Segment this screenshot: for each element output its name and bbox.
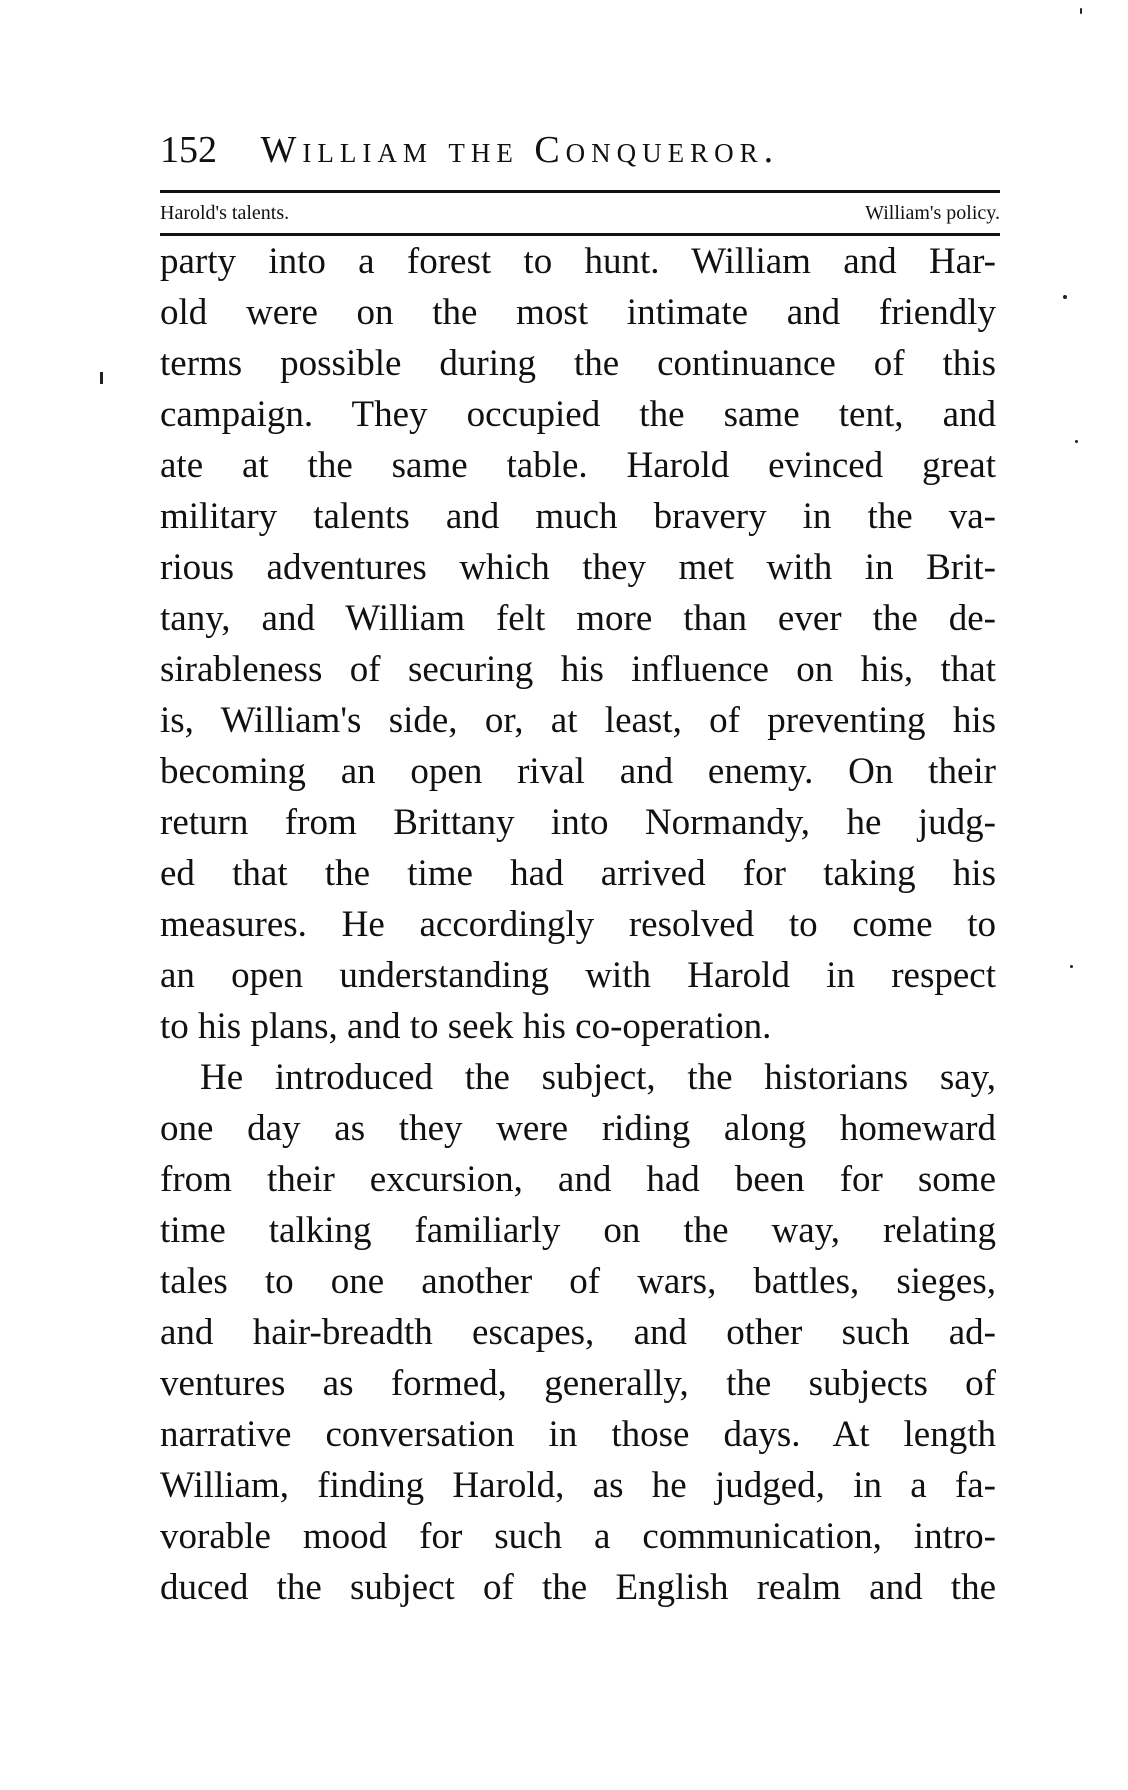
text-line: rious adventures which they met with in Brit- — [160, 547, 996, 588]
text-line: narrative conversation in those days. At length — [160, 1414, 996, 1455]
text-line: tales to one another of wars, battles, sieges, — [160, 1261, 996, 1302]
scan-speck — [1063, 295, 1067, 299]
subhead-right: William's policy. — [865, 202, 1000, 224]
page-number: 152 — [160, 129, 217, 171]
text-line: William, finding Harold, as he judged, in a fa- — [160, 1465, 996, 1506]
marginal-subheads — [160, 190, 1000, 236]
scan-speck — [1080, 8, 1082, 14]
text-line: ate at the same table. Harold evinced great — [160, 445, 996, 486]
text-line: is, William's side, or, at least, of preventing his — [160, 700, 996, 741]
text-line: measures. He accordingly resolved to come to — [160, 904, 996, 945]
text-line: tany, and William felt more than ever the de- — [160, 598, 996, 639]
text-line: terms possible during the continuance of this — [160, 343, 996, 384]
text-line: an open understanding with Harold in respect — [160, 955, 996, 996]
text-line: military talents and much bravery in the va- — [160, 496, 996, 537]
scan-speck — [100, 372, 103, 384]
text-line: campaign. They occupied the same tent, and — [160, 394, 996, 435]
text-line: ed that the time had arrived for taking his — [160, 853, 996, 894]
running-head — [160, 125, 1000, 175]
scan-speck — [1070, 965, 1073, 968]
subhead-left: Harold's talents. — [160, 202, 290, 224]
text-line: old were on the most intimate and friendly — [160, 292, 996, 333]
text-line: to his plans, and to seek his co-operation. — [160, 1006, 772, 1047]
text-line: party into a forest to hunt. William and Har- — [160, 241, 996, 282]
text-line: vorable mood for such a communication, intro- — [160, 1516, 996, 1557]
text-line: return from Brittany into Normandy, he judg- — [160, 802, 996, 843]
text-line: ventures as formed, generally, the subjects of — [160, 1363, 996, 1404]
text-line: becoming an open rival and enemy. On their — [160, 751, 996, 792]
book-title: William the Conqueror. — [260, 129, 780, 171]
scan-speck — [1075, 440, 1078, 443]
text-line: time talking familiarly on the way, relating — [160, 1210, 996, 1251]
text-line: one day as they were riding along homeward — [160, 1108, 996, 1149]
body-text — [160, 236, 996, 1666]
text-line: from their excursion, and had been for some — [160, 1159, 996, 1200]
text-line: sirableness of securing his influence on his, that — [160, 649, 996, 690]
text-line: He introduced the subject, the historians say, — [200, 1057, 996, 1098]
text-line: duced the subject of the English realm and the — [160, 1567, 996, 1608]
text-line: and hair-breadth escapes, and other such ad- — [160, 1312, 996, 1353]
